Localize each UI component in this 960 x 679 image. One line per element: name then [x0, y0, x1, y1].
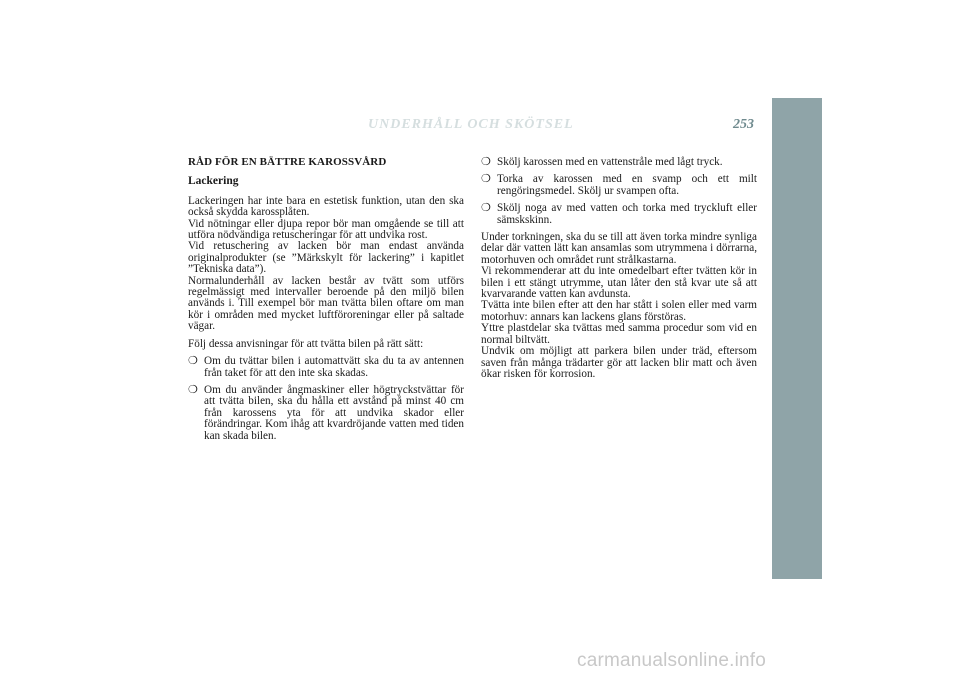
- paragraph: Lackeringen har inte bara en estetisk funktion, utan den ska också skydda karossplåten.: [188, 194, 464, 219]
- paragraph: Vid retuschering av lacken bör man endast använda originalprodukter (se ”Märkskylt för lackering” i kapitlet ”Tekniska data”).: [188, 240, 464, 276]
- list-item-text: Skölj noga av med vatten och torka med tryckluft eller sämskskinn.: [497, 202, 757, 226]
- chapter-side-tab: [772, 98, 822, 579]
- paragraph: Undvik om möjligt att parkera bilen under träd, eftersom saven från många trädarter gör att lacken blir matt och även ökar risken för korrosion.: [481, 345, 757, 380]
- list-item: [481, 157, 757, 168]
- bullet-icon: ❍: [481, 173, 491, 186]
- paragraph: Under torkningen, ska du se till att även torka mindre synliga delar där vatten lätt kan ansamlas som utrymmena i dörrarna, motorhuven och området runt strålkastarna.: [481, 231, 757, 266]
- paragraph: Normalunderhåll av lacken består av tvätt som utförs regelmässigt med intervaller beroende på den miljö bilen används i. Till exempel bör man tvätta bilen oftare om man kör i områden med mycket luftföroreningar eller på saltade vägar.: [188, 274, 464, 333]
- list-item-text: Torka av karossen med en svamp och ett milt rengöringsmedel. Skölj ur svampen ofta.: [497, 173, 757, 197]
- list-item: [188, 356, 464, 379]
- paragraph: Vid nötningar eller djupa repor bör man omgående se till att utföra nödvändiga retuscheringar för att undvika rost.: [188, 217, 464, 242]
- right-column: [481, 157, 757, 380]
- page-number: 253: [733, 117, 754, 132]
- bullet-icon: ❍: [188, 355, 198, 368]
- paragraph: Följ dessa anvisningar för att tvätta bilen på rätt sätt:: [188, 337, 424, 350]
- bullet-icon: ❍: [188, 383, 198, 396]
- paragraph: Tvätta inte bilen efter att den har stått i solen eller med varm motorhuv: annars kan lackens glans förstöras.: [481, 299, 757, 323]
- left-column: [188, 157, 464, 448]
- list-item-text: Skölj karossen med en vattenstråle med lågt tryck.: [497, 156, 723, 168]
- list-item: [481, 174, 757, 197]
- section-subheading: Lackering: [188, 175, 239, 188]
- watermark: carmanualsonline.info: [577, 650, 767, 671]
- paragraph: Vi rekommenderar att du inte omedelbart efter tvätten kör in bilen i ett stängt utrymme, utan låter den stå kvar ute så att kvarvarande vatten kan avdunsta.: [481, 265, 757, 301]
- list-item-text: Om du använder ångmaskiner eller högtryckstvättar för att tvätta bilen, ska du hålla ett avstånd på minst 40 cm från karossens yta för att undvika skador eller förändringar. Kom ihåg att kvardröjande vatten med tiden kan skada bilen.: [204, 383, 464, 442]
- chapter-title: UNDERHÅLL OCH SKÖTSEL: [368, 117, 574, 132]
- section-heading: RÅD FÖR EN BÄTTRE KAROSSVÅRD: [188, 156, 387, 168]
- bullet-icon: ❍: [481, 156, 491, 168]
- list-item: [481, 203, 757, 226]
- list-item-text: Om du tvättar bilen i automattvätt ska du ta av antennen från taket för att den inte ska skadas.: [204, 355, 464, 379]
- paragraph: Yttre plastdelar ska tvättas med samma procedur som vid en normal biltvätt.: [481, 322, 757, 346]
- list-item: [188, 385, 464, 442]
- bullet-icon: ❍: [481, 202, 491, 215]
